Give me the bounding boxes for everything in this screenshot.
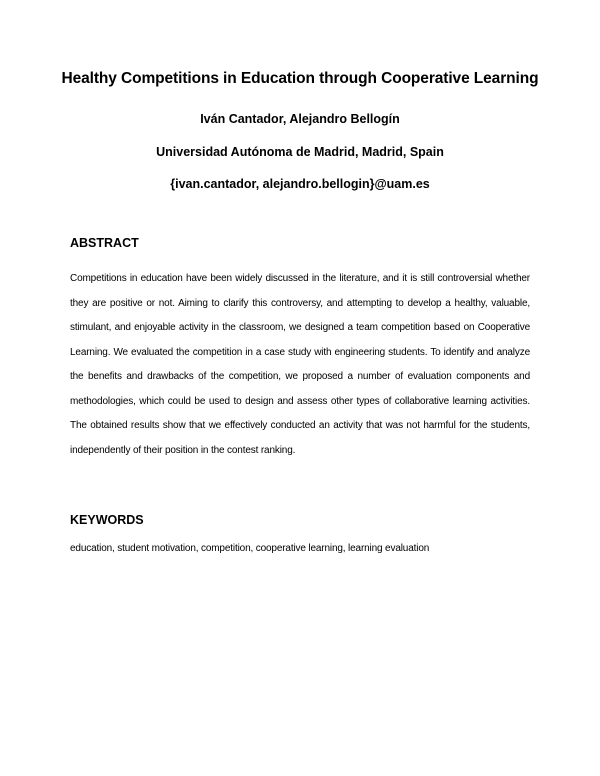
keywords-text: education, student motivation, competition, cooperative learning, learning evaluation [70, 543, 430, 554]
paper-authors: Iván Cantador, Alejandro Bellogín [200, 112, 400, 126]
abstract-text: Competitions in education have been widely discussed in the literature, and it is still controversial whether they are positive or not. Aiming to clarify this controversy, and attempting to develop a healthy, valuable, stimulant, and enjoyable activity in the classroom, we designed a team competition based on Cooperative Learning. We evaluated the competition in a case study with engineering students. To identify and analyze the benefits and drawbacks of the competition, we proposed a number of evaluation components and methodologies, which could be used to design and assess other types of collaborative learning activities. The obtained results show that we effectively conducted an activity that was not harmful for the students, independently of their position in the contest ranking. [70, 273, 530, 456]
paper-affiliation: Universidad Autónoma de Madrid, Madrid, Spain [156, 145, 444, 159]
keywords-heading: KEYWORDS [70, 513, 144, 527]
paper-email: {ivan.cantador, alejandro.bellogin}@uam.es [170, 177, 430, 191]
abstract-heading: ABSTRACT [70, 236, 139, 250]
paper-title: Healthy Competitions in Education through Cooperative Learning [61, 70, 539, 87]
